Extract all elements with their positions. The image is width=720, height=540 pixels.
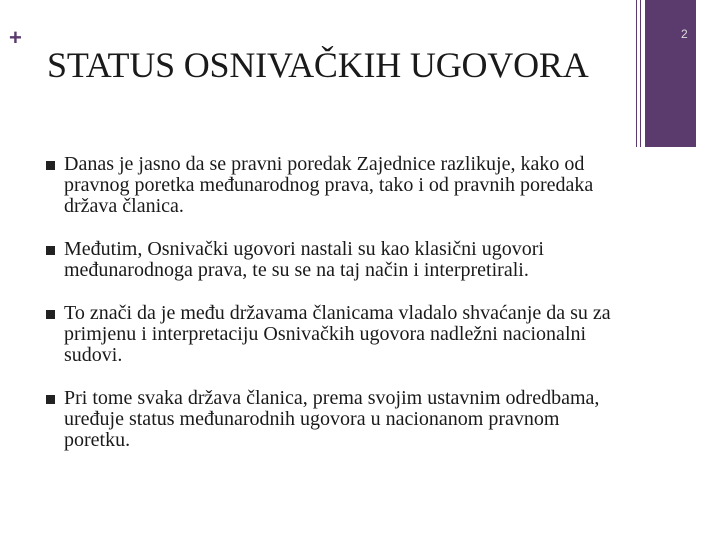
bullet-item	[45, 239, 625, 281]
bullet-list	[45, 154, 625, 473]
accent-line-right	[640, 0, 641, 147]
bullet-item	[45, 388, 625, 451]
bullet-text: Danas je jasno da se pravni poredak Zajednice razlikuje, kako od pravnog poretka međunarodnog prava, tako i od pravnih poredaka država članica.	[64, 153, 594, 217]
accent-line-left	[636, 0, 637, 147]
square-bullet-icon	[46, 161, 55, 170]
accent-bar	[645, 0, 696, 147]
square-bullet-icon	[46, 246, 55, 255]
square-bullet-icon	[46, 395, 55, 404]
plus-icon: +	[9, 25, 22, 50]
bullet-text: Međutim, Osnivački ugovori nastali su kao klasični ugovori međunarodnoga prava, te su se na taj način i interpretirali.	[64, 238, 544, 281]
bullet-text: To znači da je među državama članicama vladalo shvaćanje da su za primjenu i interpretaciju Osnivačkih ugovora nadležni nacionalni sudovi.	[64, 302, 611, 366]
square-bullet-icon	[46, 310, 55, 319]
slide-title: STATUS OSNIVAČKIH UGOVORA	[47, 45, 589, 85]
bullet-item	[45, 154, 625, 217]
bullet-text: Pri tome svaka država članica, prema svojim ustavnim odredbama, uređuje status međunarodnih ugovora u nacionanom pravnom poretku.	[64, 387, 600, 451]
slide-number: 2	[681, 27, 688, 41]
bullet-item	[45, 303, 625, 366]
